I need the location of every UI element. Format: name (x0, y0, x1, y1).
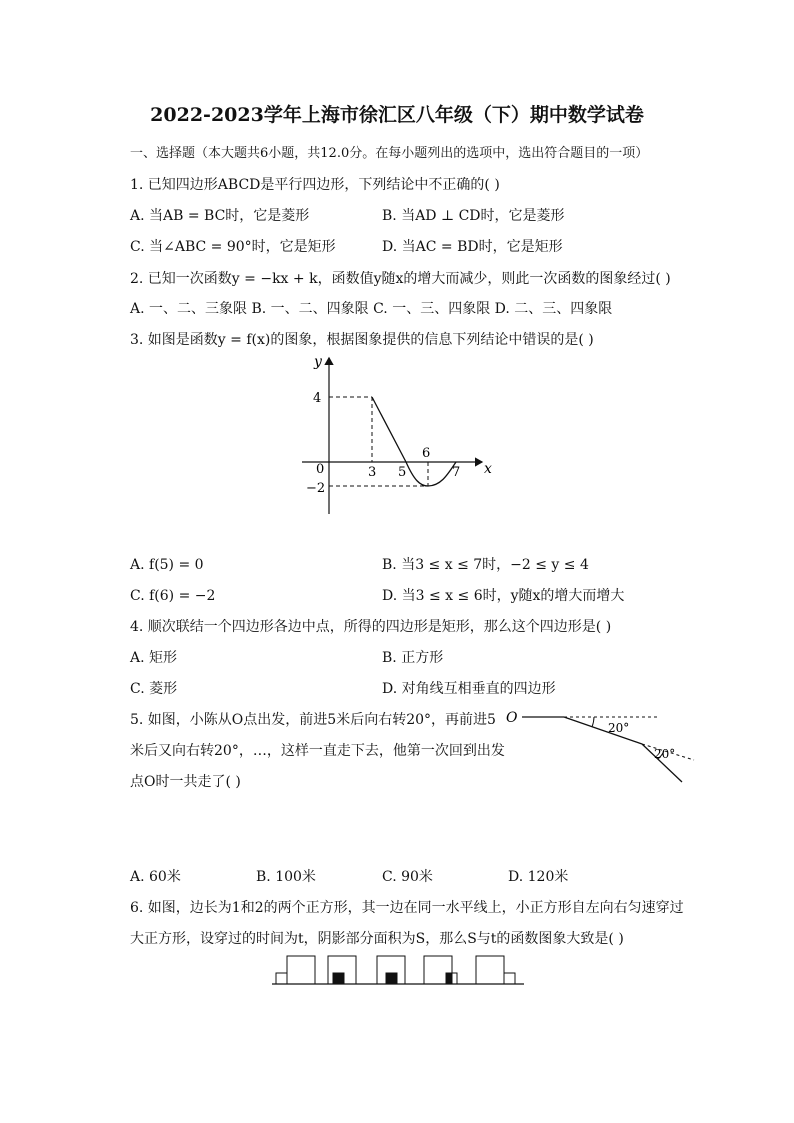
q6-stem-line1: 6. 如图，边长为1和2的两个正方形，其一边在同一水平线上，小正方形自左向右匀速穿过 (130, 900, 684, 916)
q1-option-c: C. 当∠ABC = 90°时，它是矩形 (130, 239, 336, 255)
x-tick-6: 6 (422, 446, 431, 461)
q1-option-b: B. 当AD ⊥ CD时，它是菱形 (382, 208, 565, 224)
x-tick-5: 5 (398, 465, 407, 480)
q1-stem: 1. 已知四边形ABCD是平行四边形，下列结论中不正确的( ) (130, 177, 500, 193)
q5-stem-line1: 5. 如图，小陈从O点出发，前进5米后向右转20°，再前进5 (130, 712, 496, 728)
angle-arc-1 (592, 717, 594, 727)
q6-squares-figure (272, 954, 524, 988)
q2-options: A. 一、二、三象限 B. 一、二、四象限 C. 一、三、四象限 D. 二、三、四象限 (130, 301, 613, 317)
q4-option-d: D. 对角线互相垂直的四边形 (382, 681, 556, 697)
q6-stem-line2: 大正方形，设穿过的时间为t，阴影部分面积为S，那么S与t的函数图象大致是( ) (130, 931, 624, 947)
origin-label: 0 (316, 462, 325, 477)
x-tick-3: 3 (368, 465, 377, 480)
frame-2 (328, 956, 356, 984)
frame-1 (276, 956, 315, 984)
function-curve (372, 397, 456, 486)
q5-stem-line3: 点O时一共走了( ) (130, 774, 241, 790)
q5-walking-path-figure (502, 704, 698, 788)
q3-function-graph (296, 352, 496, 520)
x-axis-label: x (484, 461, 492, 477)
q5-option-d: D. 120米 (508, 869, 569, 885)
q1-option-d: D. 当AC = BD时，它是矩形 (382, 239, 563, 255)
q3-option-b: B. 当3 ≤ x ≤ 7时，−2 ≤ y ≤ 4 (382, 557, 589, 573)
q5-stem-line2: 米后又向右转20°，…，这样一直走下去，他第一次回到出发 (130, 743, 505, 759)
frame-5 (476, 956, 515, 984)
point-o-label: O (506, 710, 518, 726)
q3-option-a: A. f(5) = 0 (130, 557, 204, 573)
q3-stem: 3. 如图是函数y = f(x)的图象，根据图象提供的信息下列结论中错误的是( ) (130, 332, 594, 348)
q4-option-b: B. 正方形 (382, 650, 444, 666)
y-tick-neg2: −2 (306, 481, 326, 496)
angle-label-1: 20° (608, 721, 630, 735)
angle-label-2: 20° (654, 747, 676, 761)
q4-option-c: C. 菱形 (130, 681, 178, 697)
y-tick-4: 4 (313, 391, 322, 406)
frame-4 (424, 956, 457, 984)
q3-option-d: D. 当3 ≤ x ≤ 6时，y随x的增大而增大 (382, 588, 625, 604)
section-heading: 一、选择题（本大题共6小题，共12.0分。在每小题列出的选项中，选出符合题目的一项） (130, 146, 649, 161)
q5-option-b: B. 100米 (256, 869, 316, 885)
x-tick-7: 7 (452, 465, 461, 480)
path-segment-2 (564, 717, 642, 744)
q5-option-c: C. 90米 (382, 869, 433, 885)
q1-option-a: A. 当AB = BC时，它是菱形 (130, 208, 310, 224)
q4-option-a: A. 矩形 (130, 650, 178, 666)
frame-3 (377, 956, 405, 984)
q4-stem: 4. 顺次联结一个四边形各边中点，所得的四边形是矩形，那么这个四边形是( ) (130, 619, 612, 635)
q2-stem: 2. 已知一次函数y = −kx + k，函数值y随x的增大而减少，则此一次函数的图象经过( ) (130, 271, 671, 287)
q3-option-c: C. f(6) = −2 (130, 588, 216, 604)
y-axis-label: y (314, 354, 322, 370)
q5-option-a: A. 60米 (130, 869, 181, 885)
page-title: 2022-2023学年上海市徐汇区八年级（下）期中数学试卷 (150, 104, 644, 126)
